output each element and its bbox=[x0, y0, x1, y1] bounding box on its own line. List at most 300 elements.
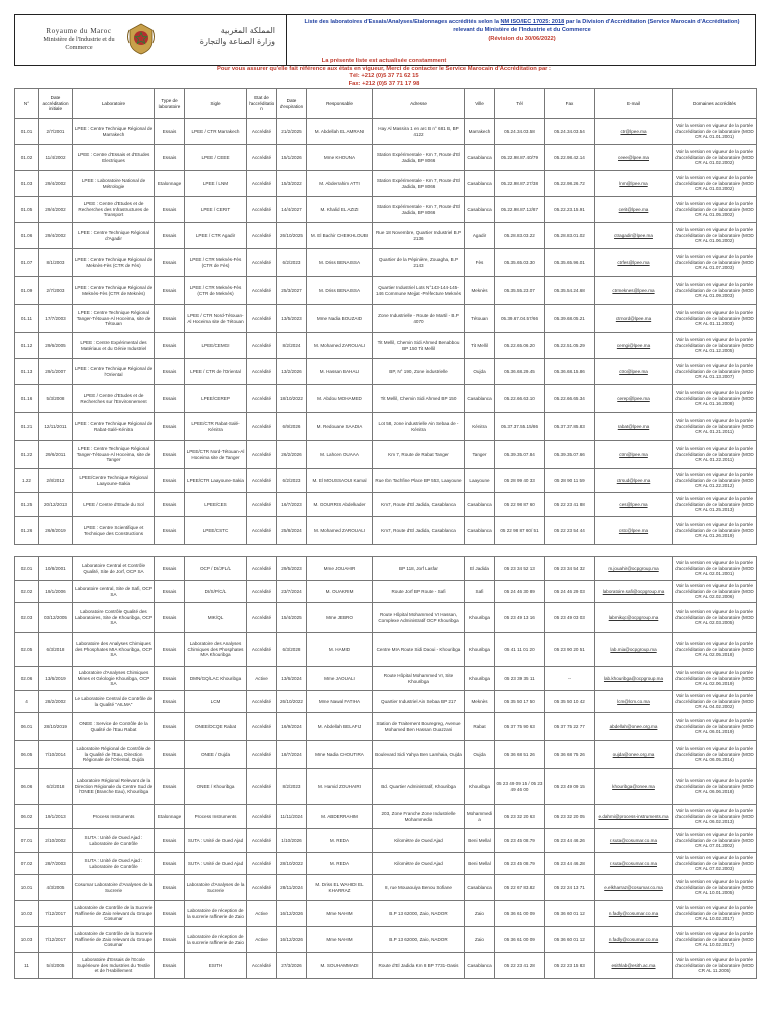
lab-sigle: ONEE/DCQE Rabat bbox=[185, 713, 247, 741]
lab-fax: 05 24 46 29 03 bbox=[545, 581, 595, 603]
lab-type: Essais bbox=[155, 713, 185, 741]
lab-email[interactable]: cerep@lpee.ma bbox=[595, 385, 673, 413]
lab-type: Essais bbox=[155, 119, 185, 145]
lab-city: Casablanca bbox=[465, 385, 495, 413]
lab-email[interactable]: r.suta@cosumar.co.ma bbox=[595, 853, 673, 875]
lab-email[interactable]: lab.khouribga@ocpgroup.ma bbox=[595, 667, 673, 691]
accredited-domains: Voir la version en vigueur de la portée d'accréditation de ce laboratoire (MOD CR AL 02.02.2006) bbox=[673, 581, 757, 603]
lab-email[interactable]: cerit@lpee.ma bbox=[595, 197, 673, 223]
lab-name: LPEE / Centre d'Etudes et de Recherches sur l'Environnement bbox=[73, 385, 155, 413]
ministry-label-ar: وزارة الصناعة والتجارة bbox=[199, 37, 275, 47]
title-norm: NM ISO/IEC 17025: 2018 bbox=[500, 19, 565, 25]
lab-phone: 05 36 68 51 26 bbox=[495, 741, 545, 769]
responsible-person: M. El MOUSSAOUI Kamal bbox=[307, 469, 373, 493]
lab-number: 1.22 bbox=[15, 469, 39, 493]
responsible-person: Mme NAHIM bbox=[307, 901, 373, 927]
expiry-date: 21/2/2025 bbox=[277, 119, 307, 145]
lab-phone: 05.22.98.87.12/87 bbox=[495, 197, 545, 223]
lab-name: LPEE : Centre d'Etudes et de Recherches des Infrastructures de Transport bbox=[73, 197, 155, 223]
accredited-domains: Voir la version en vigueur de la portée d'accréditation de ce laboratoire (MOD CR AL 01.22.2012) bbox=[673, 469, 757, 493]
accreditation-status: Accrédité bbox=[247, 713, 277, 741]
table-row bbox=[15, 493, 757, 517]
lab-email[interactable]: abdellah@onee.org.ma bbox=[595, 713, 673, 741]
lab-type: Essais bbox=[155, 741, 185, 769]
accredited-domains: Voir la version en vigueur de la portée d'accréditation de ce laboratoire (MOD CR AL 02.05.2018) bbox=[673, 633, 757, 667]
lab-name: LPEE : Laboratoire National de Métrologie bbox=[73, 171, 155, 197]
lab-phone: 05 23 49 09 15 / 05 23 49 46 00 bbox=[495, 769, 545, 805]
accreditation-date: 19/1/2006 bbox=[39, 581, 73, 603]
lab-address: BP, N° 190, Zone industrielle bbox=[373, 359, 465, 385]
column-header: Responsable bbox=[307, 89, 373, 119]
lab-type: Essais bbox=[155, 691, 185, 713]
accreditation-status: Accrédité bbox=[247, 413, 277, 441]
lab-phone: 05 41 11 01 20 bbox=[495, 633, 545, 667]
lab-fax: 05.22.66.65.34 bbox=[545, 385, 595, 413]
lab-sigle: LPEE / LNM bbox=[185, 171, 247, 197]
lab-phone: 05 36 61 00 09 bbox=[495, 927, 545, 953]
lab-name: LPEE : Centre Expérimental des Matériaux et du Génie Industriel bbox=[73, 333, 155, 359]
accreditation-status: Accrédité bbox=[247, 385, 277, 413]
lab-city: Casablanca bbox=[465, 493, 495, 517]
lab-address: Station Expérimentale - Km 7, Route d'El Jadida, BP 8066 bbox=[373, 197, 465, 223]
lab-sigle: SUTA : Unité de Oued Ajad bbox=[185, 853, 247, 875]
accreditation-status: Accrédité bbox=[247, 581, 277, 603]
lab-email[interactable]: labmikqc@ocpgroup.ma bbox=[595, 603, 673, 633]
lab-address: Tit Mellil, Chemin Sidi Ahmed BP 150 bbox=[373, 385, 465, 413]
table-row bbox=[15, 469, 757, 493]
accreditation-date: 17/7/2003 bbox=[39, 305, 73, 333]
column-header: E-mail bbox=[595, 89, 673, 119]
lab-address: Centre MIA Route Sidi Daoui - Khouribga bbox=[373, 633, 465, 667]
responsible-person: M. Redouane SAADIA bbox=[307, 413, 373, 441]
lab-phone: 05 22 23 41 28 bbox=[495, 953, 545, 979]
accredited-domains: Voir la version en vigueur de la portée d'accréditation de ce laboratoire (MOD CR AL 01.21.2011) bbox=[673, 413, 757, 441]
accredited-domains: Voir la version en vigueur de la portée d'accréditation de ce laboratoire (MOD CR AL 01.03.2002) bbox=[673, 171, 757, 197]
lab-email[interactable]: ceee@lpee.ma bbox=[595, 145, 673, 171]
expiry-date: 11/11/2024 bbox=[277, 805, 307, 829]
lab-name: Cosumar Laboratoire d'Analyses de la Sucrerie bbox=[73, 875, 155, 901]
lab-phone: 05 37 75 90 63 bbox=[495, 713, 545, 741]
lab-number: 10.02 bbox=[15, 901, 39, 927]
accreditation-status: Accrédité bbox=[247, 829, 277, 853]
expiry-date: 8/2/2023 bbox=[277, 769, 307, 805]
lab-address: Rue Ibn Tachfine Place BP 553, Laayoune bbox=[373, 469, 465, 493]
responsible-person: M. Driss BENAISSA bbox=[307, 277, 373, 305]
accreditation-date: 2/10/2002 bbox=[39, 829, 73, 853]
accreditation-status: Accrédité bbox=[247, 359, 277, 385]
lab-sigle: LPEE / CTR Marrakech bbox=[185, 119, 247, 145]
lab-phone: 05.37.37.55.15/86 bbox=[495, 413, 545, 441]
accredited-domains: Voir la version en vigueur de la portée d'accréditation de ce laboratoire (MOD CR AL 01.06.2002) bbox=[673, 223, 757, 249]
accredited-domains: Voir la version en vigueur de la portée d'accréditation de ce laboratoire (MOD CR AL 07.01.2002) bbox=[673, 829, 757, 853]
lab-email[interactable]: ctrnord@lpee.ma bbox=[595, 305, 673, 333]
lab-email[interactable]: e.dahmi@process-instruments.ma bbox=[595, 805, 673, 829]
lab-name: Laboratoire de Contrôle de la Sucrerie Raffinerie de Zaio relevant du Groupe Cosumar bbox=[73, 927, 155, 953]
lab-sigle: LPEE/CEMGI bbox=[185, 333, 247, 359]
lab-name: ONEE : Service de Contrôle de la Qualité de l'Eau Rabat bbox=[73, 713, 155, 741]
lab-type: Essais bbox=[155, 249, 185, 277]
lab-address: Quartier Industriel Ain Sebaa BP 217 bbox=[373, 691, 465, 713]
table-row bbox=[15, 223, 757, 249]
lab-email[interactable]: cemgi@lpee.ma bbox=[595, 333, 673, 359]
table-row bbox=[15, 277, 757, 305]
lab-phone: 05 23 32 20 63 bbox=[495, 805, 545, 829]
column-header: Sigle bbox=[185, 89, 247, 119]
lab-email[interactable]: ctr@lpee.ma bbox=[595, 119, 673, 145]
table-row bbox=[15, 805, 757, 829]
accredited-domains: Voir la version en vigueur de la portée d'accréditation de ce laboratoire (MOD CR AL 10.02.2017) bbox=[673, 901, 757, 927]
lab-email[interactable]: ctrfes@lpee.ma bbox=[595, 249, 673, 277]
lab-city: El Jadida bbox=[465, 557, 495, 581]
lab-sigle: SUTA : Unité de Oued Ajad bbox=[185, 829, 247, 853]
lab-name: LPEE/Centre Technique Régional Laayoune-Sakia bbox=[73, 469, 155, 493]
lab-phone: 05 36 61 00 09 bbox=[495, 901, 545, 927]
lab-email[interactable]: ctrsud@lpee.ma bbox=[595, 469, 673, 493]
accreditation-date: 6/3/2018 bbox=[39, 633, 73, 667]
accredited-domains: Voir la version en vigueur de la portée d'accréditation de ce laboratoire (MOD CR AL 02.01.2001) bbox=[673, 557, 757, 581]
lab-sigle: Laboratoire d'Analyses de la Sucrerie bbox=[185, 875, 247, 901]
accreditation-status: Accrédité bbox=[247, 517, 277, 545]
responsible-person: M. Abdellah BELAFIJ bbox=[307, 713, 373, 741]
lab-email[interactable]: r.suta@cosumar.co.ma bbox=[595, 829, 673, 853]
responsible-person: M. El Bachir CHEIKHLOUBI bbox=[307, 223, 373, 249]
lab-email[interactable]: lcm@lcm.co.ma bbox=[595, 691, 673, 713]
responsible-person: M. Abdellah EL AMRANI bbox=[307, 119, 373, 145]
lab-name: LPEE : Centre Technique Régional de Rabat-Salé-Kénitra bbox=[73, 413, 155, 441]
accredited-domains: Voir la version en vigueur de la portée d'accréditation de ce laboratoire (MOD CR AL 02.03.2005) bbox=[673, 603, 757, 633]
lab-name: Laboratoire central, Site de Safi, OCP SA bbox=[73, 581, 155, 603]
lab-city: Beni Mellal bbox=[465, 853, 495, 875]
expiry-date: 18/7/2024 bbox=[277, 741, 307, 769]
accreditation-date: 28/2/2002 bbox=[39, 691, 73, 713]
lab-sigle: LPEE/CTR Nord-Tétouan-Al Hoceima site de Tanger bbox=[185, 441, 247, 469]
lab-fax: 05 35 50 10 42 bbox=[545, 691, 595, 713]
lab-number: 01.11 bbox=[15, 305, 39, 333]
lab-type: Essais bbox=[155, 953, 185, 979]
lab-fax: 05 23 44 46.26 bbox=[545, 829, 595, 853]
expiry-date: 13/5/2023 bbox=[277, 305, 307, 333]
lab-fax: 05 28 90 11 59 bbox=[545, 469, 595, 493]
lab-email[interactable]: ces@lpee.ma bbox=[595, 493, 673, 517]
lab-phone: 05.35.65.03.30 bbox=[495, 249, 545, 277]
lab-email[interactable]: ctrn@lpee.ma bbox=[595, 441, 673, 469]
accreditation-date: 29/6/2011 bbox=[39, 441, 73, 469]
lab-address: Kilomètre de Oued Ajad bbox=[373, 829, 465, 853]
lab-phone: 05.35.55.23.07 bbox=[495, 277, 545, 305]
accreditation-date: 29/4/2002 bbox=[39, 223, 73, 249]
accredited-domains: Voir la version en vigueur de la portée d'accréditation de ce laboratoire (MOD CR AL 01.16.2008) bbox=[673, 385, 757, 413]
table-row bbox=[15, 385, 757, 413]
accredited-domains: Voir la version en vigueur de la portée d'accréditation de ce laboratoire (MOD CR AL 07.02.2003) bbox=[673, 853, 757, 875]
lab-fax: 05.22.98.42.14 bbox=[545, 145, 595, 171]
lab-address: Hay Al Massira 1 en arc B n° 681 B, BP 4122 bbox=[373, 119, 465, 145]
lab-city: Laayoune bbox=[465, 469, 495, 493]
lab-email[interactable]: e.elkharraz@cosumar.co.ma bbox=[595, 875, 673, 901]
ministry-label: Ministère de l'Industrie et du Commerce bbox=[43, 36, 115, 52]
lab-type: Essais bbox=[155, 385, 185, 413]
accreditation-status: Accrédité bbox=[247, 223, 277, 249]
lab-sigle: LPEE / CEEE bbox=[185, 145, 247, 171]
column-header: Adresse bbox=[373, 89, 465, 119]
responsible-person: M. Hamid ZOUHAIRI bbox=[307, 769, 373, 805]
lab-type: Essais bbox=[155, 581, 185, 603]
kingdom-label: Royaume du Maroc bbox=[46, 27, 112, 35]
expiry-date: 15/1/2026 bbox=[277, 145, 307, 171]
lab-type: Essais bbox=[155, 829, 185, 853]
lab-fax: 05 36 68 75 26 bbox=[545, 741, 595, 769]
accreditation-status: Accrédité bbox=[247, 171, 277, 197]
responsible-person: Mme JAOUALI bbox=[307, 667, 373, 691]
accreditation-status: Accrédité bbox=[247, 277, 277, 305]
table-row bbox=[15, 901, 757, 927]
table-row bbox=[15, 769, 757, 805]
lab-email[interactable]: cstc@lpee.ma bbox=[595, 517, 673, 545]
responsible-person: M. Driss BENAISSA bbox=[307, 249, 373, 277]
lab-sigle: LPEE/CSTC bbox=[185, 517, 247, 545]
lab-address: Tit Mellil, Chemin Sidi Ahmed Benabbou BP 150 Tit Mellil bbox=[373, 333, 465, 359]
lab-sigle: LPEE/CTR Laayoune-Sakia bbox=[185, 469, 247, 493]
accreditation-date: 10/8/2001 bbox=[39, 557, 73, 581]
expiry-date: 16/12/2026 bbox=[277, 901, 307, 927]
lab-sigle: LPEE / CERIT bbox=[185, 197, 247, 223]
accreditation-date: 8/1/2003 bbox=[39, 249, 73, 277]
accreditation-date: 19/1/2013 bbox=[39, 805, 73, 829]
column-header: N° bbox=[15, 89, 39, 119]
accreditation-date: 4/3/2005 bbox=[39, 875, 73, 901]
lab-fax: 05 22 23 54 44 bbox=[545, 517, 595, 545]
accreditation-date: 29/4/2002 bbox=[39, 171, 73, 197]
lab-city: Safi bbox=[465, 581, 495, 603]
table-row bbox=[15, 441, 757, 469]
lab-phone: 05 23 39 35 11 bbox=[495, 667, 545, 691]
lab-city: Mohammedia bbox=[465, 805, 495, 829]
accreditation-status: Accrédité bbox=[247, 691, 277, 713]
accreditation-date: 29/6/2005 bbox=[39, 333, 73, 359]
notice-fax: Fax: +212 (0)5 37 71 17 98 bbox=[348, 80, 420, 87]
table-row bbox=[15, 713, 757, 741]
lab-city: Casablanca bbox=[465, 171, 495, 197]
lab-city: Casablanca bbox=[465, 953, 495, 979]
accredited-domains: Voir la version en vigueur de la portée d'accréditation de ce laboratoire (MOD CR AL 04.02.2002) bbox=[673, 691, 757, 713]
responsible-person: M. Mohamed ZAROUALI bbox=[307, 517, 373, 545]
accredited-domains: Voir la version en vigueur de la portée d'accréditation de ce laboratoire (MOD CR AL 10.02.2017) bbox=[673, 927, 757, 953]
lab-sigle: Laboratoire de réception de la sucrerie raffinerie de Zaio bbox=[185, 901, 247, 927]
lab-phone: 05.22.65.06.20 bbox=[495, 333, 545, 359]
lab-fax: 05.39.35.07.66 bbox=[545, 441, 595, 469]
accreditation-status: Accrédité bbox=[247, 953, 277, 979]
responsible-person: Mme NAHIM bbox=[307, 927, 373, 953]
lab-sigle: MIK/QL bbox=[185, 603, 247, 633]
lab-name: Laboratoire Régional de Contrôle de la Qualité de l'Eau, Direction Régionale de l'Oriental, Oujda bbox=[73, 741, 155, 769]
lab-address: B.P 13 62000, Zaio, NADOR bbox=[373, 927, 465, 953]
accreditation-status: Accrédité bbox=[247, 333, 277, 359]
expiry-date: 13/6/2024 bbox=[277, 667, 307, 691]
lab-name: Laboratoire d'Essais de l'Ecole Supérieure des Industries du Textile et de l'Habillement bbox=[73, 953, 155, 979]
lab-phone: 05 23 49 13 16 bbox=[495, 603, 545, 633]
lab-phone: 05.22.98.87.40/79 bbox=[495, 145, 545, 171]
table-row bbox=[15, 953, 757, 979]
table-row bbox=[15, 413, 757, 441]
responsible-person: Mme JEBRO bbox=[307, 603, 373, 633]
lab-city: Tit Mellil bbox=[465, 333, 495, 359]
lab-address: Km 7, Route de Rabat Tanger bbox=[373, 441, 465, 469]
lab-name: LPEE : Centre Scientifique et Technique des Constructions bbox=[73, 517, 155, 545]
lab-address: Quartier de la Pépinière, Zouagha, B.P 2143 bbox=[373, 249, 465, 277]
accreditation-status: Accrédité bbox=[247, 249, 277, 277]
lab-fax: 05 22 23 41 88 bbox=[545, 493, 595, 517]
table-row bbox=[15, 667, 757, 691]
lab-name: LPEE : Centre Technique Régional Tanger-Tétouan-Al Hoceima, site de Tétouan bbox=[73, 305, 155, 333]
logo-arabic-text bbox=[165, 25, 275, 47]
expiry-date: 1/10/2026 bbox=[277, 829, 307, 853]
lab-city: Beni Mellal bbox=[465, 829, 495, 853]
accredited-domains: Voir la version en vigueur de la portée d'accréditation de ce laboratoire (MOD CR AL 01.01.2001) bbox=[673, 119, 757, 145]
notice-line-1: La présente liste est actualisée constamment bbox=[321, 58, 447, 64]
document-title-block bbox=[289, 19, 755, 42]
lab-sigle: OCP / DI/JFL/L bbox=[185, 557, 247, 581]
lab-address: Km7, Route d'El Jadida, Casablanca bbox=[373, 517, 465, 545]
table-row bbox=[15, 581, 757, 603]
lab-phone: 05 24 46 30 89 bbox=[495, 581, 545, 603]
lab-email[interactable]: lab.mia@ocpgroup.ma bbox=[595, 633, 673, 667]
lab-name: Laboratoire Central et Contrôle Qualité, Site de Jorf, OCP SA bbox=[73, 557, 155, 581]
lab-city: Zaio bbox=[465, 901, 495, 927]
lab-fax: 05 37 75 22 77 bbox=[545, 713, 595, 741]
responsible-person: M. SOUHAMMADI bbox=[307, 953, 373, 979]
lab-email[interactable]: rabat@lpee.ma bbox=[595, 413, 673, 441]
lab-type: Essais bbox=[155, 875, 185, 901]
expiry-date: 25/8/2024 bbox=[277, 517, 307, 545]
accreditation-date: 2/8/2012 bbox=[39, 469, 73, 493]
accreditation-status: Accrédité bbox=[247, 197, 277, 223]
accreditation-status: Active bbox=[247, 927, 277, 953]
lab-email[interactable]: n.fadly@cosumar.co.ma bbox=[595, 927, 673, 953]
lab-sigle: Process Instruments bbox=[185, 805, 247, 829]
lab-type: Essais bbox=[155, 927, 185, 953]
lab-sigle: LCM bbox=[185, 691, 247, 713]
accredited-domains: Voir la version en vigueur de la portée d'accréditation de ce laboratoire (MOD CR AL 11.2005) bbox=[673, 953, 757, 979]
lab-name: Laboratoire Régional Relevant de la Direction Régionale du Centre Sud de l'ONEE (Branche Eau), Khouribga bbox=[73, 769, 155, 805]
expiry-date: 6/2/2023 bbox=[277, 249, 307, 277]
lab-address: 8, rue Mouaouiya Benou Sofiane bbox=[373, 875, 465, 901]
responsible-person: Mme Nadia CHOUTIRA bbox=[307, 741, 373, 769]
lab-city: Agadir bbox=[465, 223, 495, 249]
responsible-person: M. Abdou MOHAMED bbox=[307, 385, 373, 413]
lab-email[interactable]: ctrmeknes@lpee.ma bbox=[595, 277, 673, 305]
lab-fax: 05 23 49 09 15 bbox=[545, 769, 595, 805]
lab-phone: 05 23 45 08.79 bbox=[495, 829, 545, 853]
lab-city: Tétouan bbox=[465, 305, 495, 333]
document-title-line2: relevant du Ministère de l'Industrie et du Commerce bbox=[453, 26, 591, 33]
lab-type: Essais bbox=[155, 277, 185, 305]
lab-city: Marrakech bbox=[465, 119, 495, 145]
accreditation-status: Accrédité bbox=[247, 119, 277, 145]
lab-email[interactable]: laboratoire.safi@ocpgroup.ma bbox=[595, 581, 673, 603]
lab-phone: 05 23 45 08.79 bbox=[495, 853, 545, 875]
lab-city: Casablanca bbox=[465, 197, 495, 223]
table-row bbox=[15, 119, 757, 145]
lab-email[interactable]: khouribga@onee.ma bbox=[595, 769, 673, 805]
table-row bbox=[15, 171, 757, 197]
lab-number: 07.01 bbox=[15, 829, 39, 853]
lab-email[interactable]: esithlab@esith.ac.ma bbox=[595, 953, 673, 979]
lab-address: 203, Zone Franche Zone Industrielle Mohammedia bbox=[373, 805, 465, 829]
lab-email[interactable]: oujda@onee.org.ma bbox=[595, 741, 673, 769]
lab-fax: 05.28.83.01.02 bbox=[545, 223, 595, 249]
lab-type: Essais bbox=[155, 853, 185, 875]
lab-sigle: LPEE / CTR Agadir bbox=[185, 223, 247, 249]
lab-email[interactable]: ctragadir@lpee.ma bbox=[595, 223, 673, 249]
expiry-date: 25/3/2027 bbox=[277, 277, 307, 305]
lab-fax: 05.36.68.15.86 bbox=[545, 359, 595, 385]
lab-email[interactable]: n.fadly@cosumar.co.ma bbox=[595, 901, 673, 927]
lab-email[interactable]: m.jouahir@ocpgroup.ma bbox=[595, 557, 673, 581]
lab-sigle: LPEE/CTR Rabat-Salé-Kénitra bbox=[185, 413, 247, 441]
lab-fax: 05.35.65.96.01 bbox=[545, 249, 595, 277]
title-part-2: par la Division d'Accréditation (Service Marocain d'Accréditation) bbox=[564, 19, 740, 25]
lab-number: 01.07 bbox=[15, 249, 39, 277]
lab-sigle: ONEE / Khouribga bbox=[185, 769, 247, 805]
lab-phone: 05.22.98.87.27/38 bbox=[495, 171, 545, 197]
table-row bbox=[15, 853, 757, 875]
lab-number: 01.13 bbox=[15, 359, 39, 385]
lab-city: Kénitra bbox=[465, 413, 495, 441]
lab-sigle: LPEE/CES bbox=[185, 493, 247, 517]
expiry-date: 13/2/2026 bbox=[277, 359, 307, 385]
lab-address: BP 118, Jorf Lasfar bbox=[373, 557, 465, 581]
lab-city: Zaio bbox=[465, 927, 495, 953]
responsible-person: M. Mohamed ZAROUALI bbox=[307, 333, 373, 359]
lab-fax: 05 22 23 15 83 bbox=[545, 953, 595, 979]
lab-type: Essais bbox=[155, 901, 185, 927]
table-row bbox=[15, 829, 757, 853]
lab-email[interactable]: ctro@lpee.ma bbox=[595, 359, 673, 385]
lab-city: Rabat bbox=[465, 713, 495, 741]
lab-number: 01.26 bbox=[15, 517, 39, 545]
lab-fax: 05 23 32 20 05 bbox=[545, 805, 595, 829]
lab-phone: 05.22.66.63.10 bbox=[495, 385, 545, 413]
lab-email[interactable]: lnm@lpee.ma bbox=[595, 171, 673, 197]
lab-type: Essais bbox=[155, 469, 185, 493]
accreditation-status: Accrédité bbox=[247, 441, 277, 469]
lab-address: Rue 18 Novembre, Quartier Industriel B.P 2136 bbox=[373, 223, 465, 249]
table-row bbox=[15, 197, 757, 223]
lab-number: 01.01 bbox=[15, 119, 39, 145]
lab-address: Lot 58, zone industrielle Ain Sebaa de - Kénitra bbox=[373, 413, 465, 441]
accreditation-status: Active bbox=[247, 667, 277, 691]
lab-sigle: DI/S/P/C/L bbox=[185, 581, 247, 603]
lab-type: Essais bbox=[155, 145, 185, 171]
lab-fax: 05.22.98.26.72 bbox=[545, 171, 595, 197]
kingdom-label-ar: المملكة المغربية bbox=[220, 26, 275, 35]
lab-name: Laboratoire Contrôle Qualité des Laboratoires, Site de Khouribga, OCP SA bbox=[73, 603, 155, 633]
lab-fax: 05 23 49 03 03 bbox=[545, 603, 595, 633]
responsible-person: M. Abderrahim ATTI bbox=[307, 171, 373, 197]
lab-type: Essais bbox=[155, 493, 185, 517]
lab-number: 01.22 bbox=[15, 441, 39, 469]
lab-sigle: DMN/GQ/LAC Khouribga bbox=[185, 667, 247, 691]
lab-name: LPEE : Centre Technique Régional de Meknès-Fès (CTR de Fès) bbox=[73, 249, 155, 277]
lab-number: 07.02 bbox=[15, 853, 39, 875]
accredited-domains: Voir la version en vigueur de la portée d'accréditation de ce laboratoire (MOD CR AL 01.05.2002) bbox=[673, 197, 757, 223]
accreditation-date: 03/12/2005 bbox=[39, 603, 73, 633]
lab-fax: 05 23 44 46.28 bbox=[545, 853, 595, 875]
lab-fax: 05.39.68.05.21 bbox=[545, 305, 595, 333]
moroccan-crest-icon bbox=[123, 21, 159, 57]
lab-sigle: ONEE / Oujda bbox=[185, 741, 247, 769]
lab-fax: 05 22 24 13 71 bbox=[545, 875, 595, 901]
accreditation-date: 28/10/2019 bbox=[39, 713, 73, 741]
